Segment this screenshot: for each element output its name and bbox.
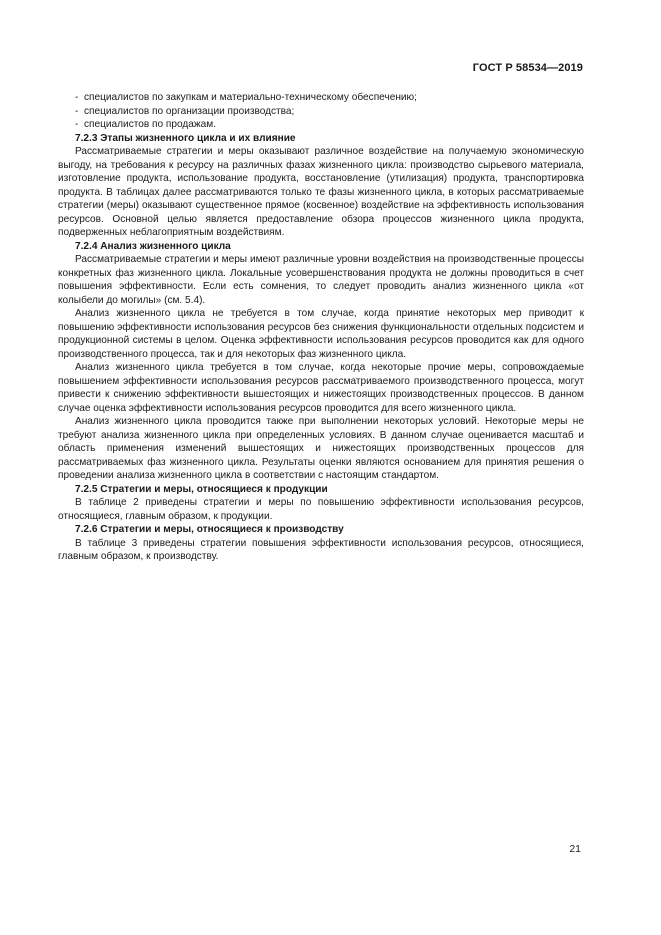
section-heading: 7.2.3 Этапы жизненного цикла и их влияние [75, 132, 296, 144]
page-number: 21 [569, 843, 581, 855]
bullet-item: - специалистов по продажам. [75, 119, 216, 130]
paragraph: Рассматриваемые стратегии и меры оказывают различное воздействие на получаемую экономическую выгоду, на требования к ресурсу на различных фазах жизненного цикла: производство сырьевого материала, изготовление продукта, использование продукта, восстановление (утилизация) продукта, транспортировка продукта. В таблицах далее рассматриваются только те фазы жизненного цикла, в которых рассматриваемые стратегии (меры) оказывают существенное прямое (косвенное) воздействие на эффективность использования ресурсов. Основной целью является предоставление обзора процессов жизненного цикла продукта, подверженных неблагоприятным воздействиям. [58, 146, 584, 238]
paragraph: Анализ жизненного цикла требуется в том случае, когда некоторые прочие меры, сопровождаемые повышением эффективности использования ресурсов рассматриваемого производственного процесса, могут привести к снижению эффективности вышестоящих и нижестоящих производственных процессов. В данном случае оценка эффективности использования ресурсов проводится для всего жизненного цикла. [58, 362, 584, 414]
paragraph: В таблице 3 приведены стратегии повышения эффективности использования ресурсов, относящиеся, главным образом, к производству. [58, 537, 584, 562]
paragraph: В таблице 2 приведены стратегии и меры по повышению эффективности использования ресурсов, относящиеся, главным образом, к продукции. [58, 497, 584, 522]
paragraph: Анализ жизненного цикла не требуется в том случае, когда принятие некоторых мер приводит к повышению эффективности использования ресурсов без снижения функциональности отдельных подсистем и продукционной системы в целом. Оценка эффективности использования ресурсов проводится как для одного производственного процесса, так и для некоторых фаз жизненного цикла. [58, 308, 584, 360]
standard-header: ГОСТ Р 58534—2019 [472, 62, 583, 74]
section-heading: 7.2.5 Стратегии и меры, относящиеся к продукции [75, 483, 328, 495]
section-heading: 7.2.6 Стратегии и меры, относящиеся к производству [75, 524, 344, 535]
document-body [58, 91, 584, 564]
section-heading: 7.2.4 Анализ жизненного цикла [75, 240, 231, 252]
bullet-list [58, 91, 584, 132]
paragraph: Рассматриваемые стратегии и меры имеют различные уровни воздействия на производственные процессы конкретных фаз жизненного цикла. Локальные усовершенствования продукта не должны проводиться в счет повышения эффективности. Если есть сомнения, то следует проводить анализ жизненного цикла «от колыбели до могилы» (см. 5.4). [58, 254, 584, 306]
bullet-item: - специалистов по закупкам и материально-техническому обеспечению; [75, 92, 417, 103]
bullet-item: - специалистов по организации производства; [75, 105, 295, 117]
paragraph: Анализ жизненного цикла проводится также при выполнении некоторых условий. Некоторые меры не требуют анализа жизненного цикла при определенных условиях. В данном случае оценивается масштаб и область применения изменений вышестоящих и нижестоящих производственных процессов для рассматриваемых фаз жизненного цикла. Результаты оценки являются основанием для принятия решения о проведении анализа жизненного цикла в соответствии с настоящим стандартом. [58, 416, 584, 481]
